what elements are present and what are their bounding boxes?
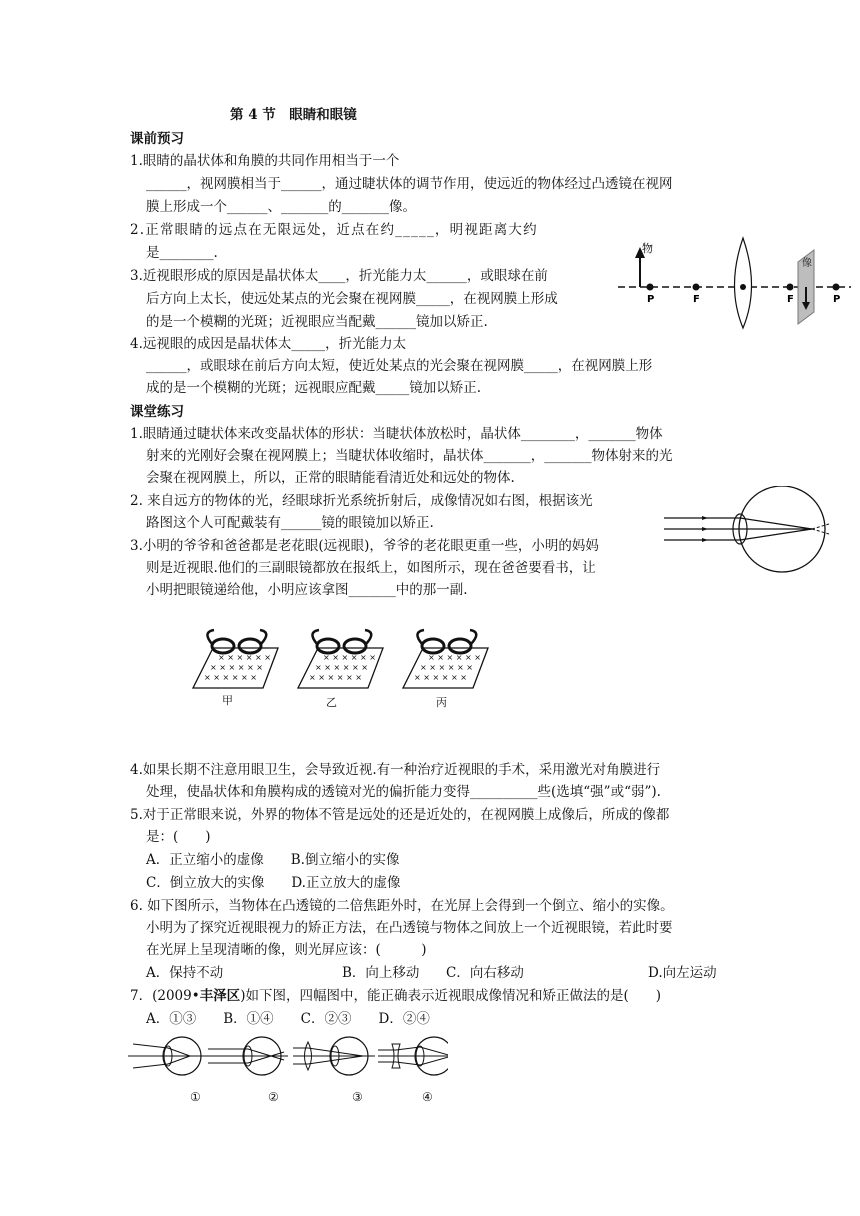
practice-q2-line2: 路图这个人可配戴装有______镜的眼镜加以矫正. [146, 515, 434, 531]
practice-q3-line3: 小明把眼镜递给他，小明应该拿图_______中的那一副. [146, 582, 468, 598]
practice-q1-line3: 会聚在视网膜上，所以，正常的眼睛能看清近处和远处的物体. [146, 470, 515, 486]
preview-q1-line3: 膜上形成一个______、_______的_______像。 [146, 199, 416, 215]
convex-lens-diagram [618, 232, 853, 332]
object-label: 物 [642, 242, 653, 255]
preview-q3-line1: 3.近视眼形成的原因是晶状体太____，折光能力太______，或眼球在前 [130, 268, 548, 284]
preview-q3-line2: 后方向上太长，使远处某点的光会聚在视网膜_____，在视网膜上形成 [146, 291, 558, 307]
eye-label-1: ① [190, 1090, 201, 1104]
practice-q1-line1: 1.眼睛通过睫状体来改变晶状体的形状：当睫状体放松时，晶状体________，_______物体 [130, 426, 663, 442]
preview-q1-line1: 1.眼睛的晶状体和角膜的共同作用相当于一个 [130, 153, 400, 169]
q7-prefix: 7．(2009• [130, 988, 200, 1004]
practice-q5-line2: 是：( ) [146, 829, 211, 845]
p-left-label: P [647, 294, 655, 305]
practice-q3-line1: 3.小明的爷爷和爸爸都是老花眼(远视眼)，爷爷的老花眼更重一些，小明的妈妈 [130, 538, 599, 554]
practice-q6-option-a: A．保持不动 [146, 965, 224, 981]
practice-q6-option-d: D.向左运动 [648, 965, 717, 981]
glasses-label-jia: 甲 [222, 694, 233, 707]
preview-q3-line3: 的是一个模糊的光斑；近视眼应当配戴______镜加以矫正. [146, 314, 488, 330]
practice-q7-line1 [130, 987, 661, 1005]
practice-q7-options: A．①③ B．①④ C．②③ D．②④ [146, 1011, 430, 1027]
preview-q4-line1: 4.远视眼的成因是晶状体太_____，折光能力太 [130, 336, 407, 352]
preview-q4-line3: 成的是一个模糊的光斑；远视眼应配戴_____镜加以矫正. [146, 380, 482, 396]
practice-q6-line3: 在光屏上呈现清晰的像，则光屏应该：( ) [146, 942, 427, 958]
practice-q4-line1: 4.如果长期不注意用眼卫生，会导致近视.有一种治疗近视眼的手术，采用激光对角膜进行 [130, 762, 661, 778]
section-heading-preview: 课前预习 [130, 131, 184, 147]
p-right-label: P [833, 294, 841, 305]
svg-text:× × × × × ×: × × × × × × [428, 653, 481, 662]
svg-text:× × × × × ×: × × × × × × [218, 653, 271, 662]
four-eye-diagrams [128, 1034, 448, 1086]
svg-text:× × × × × ×: × × × × × × [315, 663, 368, 672]
eye-label-4: ④ [422, 1090, 433, 1104]
preview-q2-line1: 2.正常眼睛的远点在无限远处，近点在约_____，明视距离大约 [130, 222, 538, 238]
preview-q1-line2: ______，视网膜相当于______，通过睫状体的调节作用，使远近的物体经过凸透镜在视网 [146, 176, 673, 192]
image-label: 像 [802, 258, 812, 269]
practice-q3-line2: 则是近视眼.他们的三副眼镜都放在报纸上，如图所示，现在爸爸要看书，让 [146, 560, 596, 576]
practice-q4-line2: 处理，使晶状体和角膜构成的透镜对光的偏折能力变得__________些(选填“强”或“弱”). [146, 784, 661, 800]
q7-region: 丰泽区 [199, 988, 241, 1004]
svg-text:× × × × × ×: × × × × × × [414, 673, 467, 682]
svg-text:× × × × × ×: × × × × × × [204, 673, 257, 682]
svg-text:× × × × × ×: × × × × × × [309, 673, 362, 682]
practice-q5-options-cd: C．倒立放大的实像 D.正立放大的虚像 [146, 875, 401, 891]
svg-text:× × × × × ×: × × × × × × [210, 663, 263, 672]
glasses-label-bing: 丙 [436, 696, 447, 709]
eye-label-3: ③ [352, 1090, 363, 1104]
f-left-label: F [693, 294, 700, 305]
glasses-label-yi: 乙 [326, 696, 337, 709]
preview-q2-line2: 是________. [146, 245, 218, 261]
section-heading-practice: 课堂练习 [130, 404, 184, 420]
svg-text:× × × × × ×: × × × × × × [323, 653, 376, 662]
practice-q6-line2: 小明为了探究近视眼视力的矫正方法，在凸透镜与物体之间放上一个近视眼镜，若此时要 [146, 920, 673, 936]
practice-q5-options-ab: A．正立缩小的虚像 B.倒立缩小的实像 [146, 852, 400, 868]
eye-ray-diagram [664, 486, 854, 576]
practice-q6-option-b: B．向上移动 [342, 965, 420, 981]
practice-q6-line1: 6. 如下图所示，当物体在凸透镜的二倍焦距外时，在光屏上会得到一个倒立、缩小的实像。 [130, 898, 674, 914]
f-right-label: F [787, 294, 794, 305]
practice-q6-option-c: C．向右移动 [446, 965, 524, 981]
page-title: 第 4 节 眼睛和眼镜 [230, 107, 357, 123]
eye-label-2: ② [268, 1090, 279, 1104]
svg-text:× × × × × ×: × × × × × × [420, 663, 473, 672]
preview-q4-line2: ______，或眼球在前后方向太短，使近处某点的光会聚在视网膜_____，在视网膜上形 [146, 358, 653, 374]
practice-q2-line1: 2. 来自远方的物体的光，经眼球折光系统折射后，成像情况如右图，根据该光 [130, 493, 593, 509]
practice-q1-line2: 射来的光刚好会聚在视网膜上；当睫状体收缩时，晶状体_______，_______物体射来的光 [146, 448, 673, 464]
q7-question: )如下图，四幅图中，能正确表示近视眼成像情况和矫正做法的是( ) [240, 988, 661, 1004]
practice-q5-line1: 5.对于正常眼来说，外界的物体不管是远处的还是近处的，在视网膜上成像后，所成的像都 [130, 807, 670, 823]
glasses-on-newspaper-figure [188, 628, 508, 708]
